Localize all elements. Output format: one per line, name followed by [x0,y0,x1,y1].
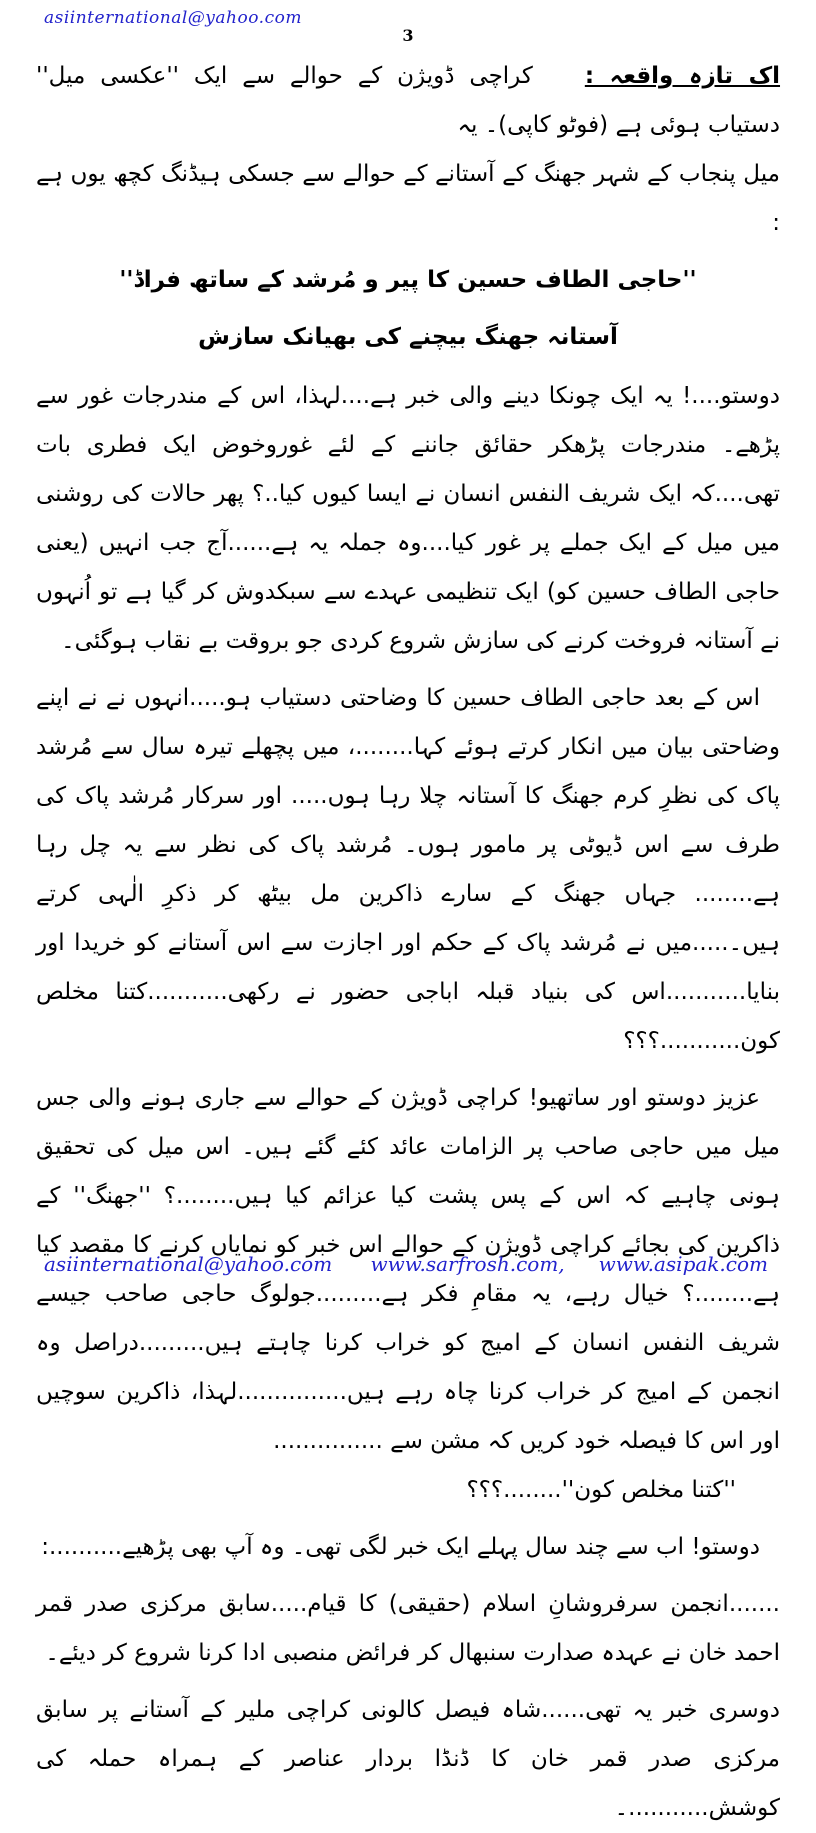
headline-quote: ''حاجی الطاف حسین کا پیر و مُرشد کے ساتھ فراڈ'' [119,267,697,293]
page-number: 3 [402,26,414,45]
paragraph-4: دوستو! اب سے چند سال پہلے ایک خبر لگی تھی۔ وہ آپ بھی پڑھیے..........: [41,1534,760,1560]
footer-link-asipak[interactable]: www.asipak.com [598,1252,768,1276]
document-body [36,52,780,1833]
footer-email-link[interactable]: asiinternational@yahoo.com [44,1252,333,1276]
quote-refrain-line: ''کتنا مخلص کون''........؟؟؟ [466,1477,736,1503]
page-footer [44,1252,768,1276]
header-email-link[interactable]: asiinternational@yahoo.com [44,8,302,28]
sub-headline: آستانہ جھنگ بیچنے کی بھیانک سازش [198,324,618,350]
intro-text: کراچی ڈویژن کے حوالے سے ایک ''عکسی میل'' دستیاب ہوئی ہے (فوٹو کاپی)۔ یہ [36,63,780,138]
paragraph-6: دوسری خبر یہ تھی......شاہ فیصل کالونی کراچی ملیر کے آستانے پر سابق مرکزی صدر قمر خان کا ڈنڈا بردار عناصر کے ہمراہ حملہ کی کوشش...........۔ [36,1697,780,1821]
intro-line [36,52,780,150]
intro-line-2: میل پنجاب کے شہر جھنگ کے آستانے کے حوالے سے جسکی ہیڈنگ کچھ یوں ہے : [36,161,780,236]
paragraph-2: اس کے بعد حاجی الطاف حسین کا وضاحتی دستیاب ہو.....انہوں نے نے اپنے وضاحتی بیان میں انکار کرتے ہوئے کہا........، میں پچھلے تیرہ سال سے مُرشد پاک کی نظرِ کرم جھنگ کا آستانہ چلا رہا ہوں..... اور سرکار مُرشد پاک کی طرف سے اس ڈیوٹی پر مامور ہوں۔ مُرشد پاک کی نظر سے یہ چل رہا ہے........ جہاں جھنگ کے سارے ذاکرین مل بیٹھ کر ذکرِ الٰہی کرتے ہیں۔.....میں نے مُرشد پاک کے حکم اور اجازت سے اس آستانے کو خریدا اور بنایا...........اس کی بنیاد قبلہ اباجی حضور نے رکھی...........کتنا مخلص کون...........؟؟؟ [36,685,780,1054]
footer-websites [370,1252,768,1276]
paragraph-5: .......انجمن سرفروشانِ اسلام (حقیقی) کا قیام.....سابق مرکزی صدر قمر احمد خان نے عہدہ صدارت سنبھال کر فرائض منصبی ادا کرنا شروع کر دیئے۔ [36,1591,780,1666]
intro-topic-label: اک تازہ واقعہ : [584,63,781,89]
paragraph-1: دوستو....! یہ ایک چونکا دینے والی خبر ہے....لہذا، اس کے مندرجات غور سے پڑھے۔ مندرجات پڑھکر حقائق جاننے کے لئے غوروخوض ایک فطری بات تھی....کہ ایک شریف النفس انسان نے ایسا کیوں کیا..؟ پھر حالات کی روشنی میں میل کے ایک جملے پر غور کیا....وہ جملہ یہ ہے......آج جب انہیں (یعنی حاجی الطاف حسین کو) ایک تنظیمی عہدے سے سبکدوش کر گیا ہے تو اُنہوں نے آستانہ فروخت کرنے کی سازش شروع کردی جو بروقت بے نقاب ہوگئی۔ [36,383,780,654]
paragraph-3: عزیز دوستو اور ساتھیو! کراچی ڈویژن کے حوالے سے جاری ہونے والی جس میل میں حاجی صاحب پر الزامات عائد کئے گئے ہیں۔ اس میل کی تحقیق ہونی چاہیے کہ اس کے پس پشت کیا عزائم کیا ہیں........؟ ''جھنگ'' کے ذاکرین کی بجائے کراچی ڈویژن کے حوالے اس خبر کو نمایاں کرنے کا مقصد کیا ہے........؟ خیال رہے، یہ مقامِ فکر ہے.........جولوگ حاجی صاحب جیسے شریف النفس انسان کے امیج کو خراب کرنا چاہتے ہیں.........دراصل وہ انجمن کے امیج کر خراب کرنا چاہ رہے ہیں...............لہذا، ذاکرین سوچیں اور اس کا فیصلہ خود کریں کہ مشن سے ............... [36,1085,780,1454]
footer-link-sarfrosh[interactable]: www.sarfrosh.com, [370,1252,565,1276]
